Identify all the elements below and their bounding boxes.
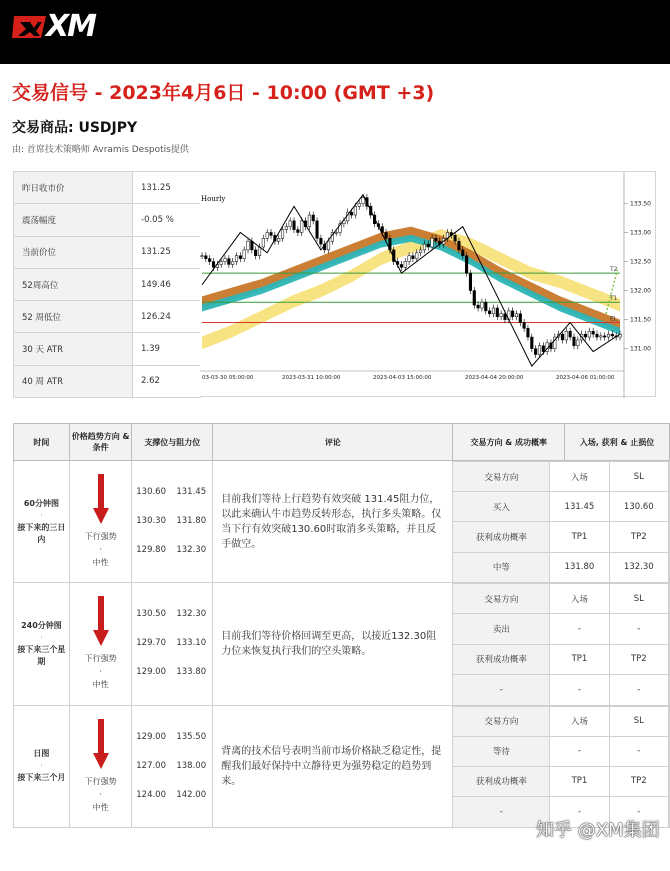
trade-grid-row bbox=[453, 462, 668, 492]
y-tick-label: 133.50 bbox=[630, 200, 651, 208]
trade-grid-value: SL bbox=[609, 462, 668, 492]
author-byline: 由: 首席技术策略师 Avramis Despotis提供 bbox=[12, 145, 189, 155]
candle-body bbox=[266, 232, 269, 238]
level-pair bbox=[132, 478, 212, 507]
candle-body bbox=[542, 346, 545, 352]
trade-grid bbox=[453, 583, 669, 704]
stats-table bbox=[13, 171, 201, 398]
candle-body bbox=[400, 264, 403, 267]
trade-grid-row bbox=[453, 644, 668, 674]
separator-dot: · bbox=[40, 632, 43, 642]
candle-body bbox=[293, 221, 296, 230]
chart-title-label: Hourly bbox=[201, 195, 226, 203]
separator-dot: · bbox=[40, 510, 43, 520]
candle-body bbox=[423, 244, 426, 250]
trade-grid-value: 131.80 bbox=[550, 552, 609, 582]
candle-body bbox=[454, 235, 457, 241]
support-level: 130.50 bbox=[136, 609, 166, 620]
signals-header-cell: 入场, 获利 & 止损位 bbox=[565, 424, 670, 461]
condition-label: 中性 bbox=[92, 802, 109, 812]
stat-label: 震荡幅度 bbox=[14, 204, 133, 236]
trade-grid-value: - bbox=[609, 674, 668, 704]
stats-row bbox=[14, 236, 201, 268]
trade-grid-value: 交易方向 bbox=[453, 584, 549, 614]
candle-body bbox=[412, 256, 415, 259]
y-tick-label: 133.00 bbox=[630, 229, 651, 237]
separator-dot: · bbox=[99, 789, 102, 799]
trade-grid-value: 入场 bbox=[550, 706, 609, 736]
trend-cell bbox=[69, 583, 132, 705]
timeframe-label: 240分钟图 bbox=[21, 620, 62, 630]
trade-grid-value: 130.60 bbox=[609, 492, 668, 522]
candle-body bbox=[523, 323, 526, 329]
candle-body bbox=[577, 340, 580, 346]
trade-grid-value: 买入 bbox=[453, 492, 549, 522]
candle-body bbox=[220, 262, 223, 265]
candle-body bbox=[201, 256, 204, 257]
candle-body bbox=[205, 256, 208, 259]
trade-grid-row bbox=[453, 522, 668, 552]
signals-header-cell: 评论 bbox=[213, 424, 453, 461]
horizon-label: 接下来三个星期 bbox=[17, 644, 66, 666]
candle-body bbox=[461, 250, 464, 256]
trend-label: 下行强势 bbox=[84, 776, 117, 786]
candle-body bbox=[419, 250, 422, 253]
trade-grid-row bbox=[453, 706, 668, 736]
candle-body bbox=[362, 198, 365, 204]
candle-body bbox=[285, 227, 288, 230]
candle-body bbox=[561, 334, 564, 340]
y-tick-label: 131.00 bbox=[630, 345, 651, 353]
y-tick-label: 132.50 bbox=[630, 258, 651, 266]
candle-body bbox=[603, 336, 606, 337]
trade-grid-value: TP1 bbox=[550, 522, 609, 552]
candle-body bbox=[235, 256, 238, 262]
candle-body bbox=[569, 331, 572, 337]
candle-body bbox=[208, 259, 211, 262]
level-pair bbox=[132, 658, 212, 687]
level-pair bbox=[132, 723, 212, 752]
stats-row bbox=[14, 268, 201, 300]
candle-body bbox=[316, 221, 319, 238]
resistance-level: 135.50 bbox=[176, 731, 207, 742]
stats-row bbox=[14, 365, 201, 397]
trade-grid-value: TP2 bbox=[609, 644, 668, 674]
signal-row bbox=[14, 583, 670, 705]
trend-cell bbox=[69, 461, 132, 583]
stat-label: 52周高位 bbox=[14, 268, 133, 300]
trade-grid-value: 获利成功概率 bbox=[453, 644, 549, 674]
stat-value: 149.46 bbox=[133, 268, 201, 300]
trade-grid-value: SL bbox=[609, 706, 668, 736]
candle-body bbox=[607, 334, 610, 337]
signal-row bbox=[14, 705, 670, 827]
comment-cell: 目前我们等待价格回调至更高，以接近132.30阻力位来恢复执行我们的空头策略。 bbox=[213, 583, 453, 705]
level-pair bbox=[132, 536, 212, 565]
candle-body bbox=[289, 221, 292, 227]
resistance-level: 131.45 bbox=[176, 487, 207, 498]
trade-grid-row bbox=[453, 614, 668, 644]
stat-label: 昨日收市价 bbox=[14, 172, 133, 204]
candle-body bbox=[488, 311, 491, 314]
candle-body bbox=[596, 334, 599, 337]
support-level: 130.30 bbox=[136, 516, 166, 527]
trade-grid-value: 入场 bbox=[550, 462, 609, 492]
candle-body bbox=[404, 262, 407, 268]
level-line-label: EL bbox=[610, 315, 618, 323]
candle-body bbox=[515, 314, 518, 317]
candle-body bbox=[212, 262, 215, 268]
candle-body bbox=[484, 302, 487, 311]
resistance-level: 131.80 bbox=[176, 516, 207, 527]
signals-header-cell: 交易方向 & 成功概率 bbox=[453, 424, 565, 461]
down-arrow-icon bbox=[93, 474, 109, 524]
candle-body bbox=[481, 302, 484, 308]
candle-body bbox=[262, 238, 265, 247]
candle-body bbox=[500, 314, 503, 317]
level-pair bbox=[132, 752, 212, 781]
candle-body bbox=[297, 230, 300, 233]
candle-body bbox=[224, 259, 227, 262]
stat-value: 126.24 bbox=[133, 301, 201, 333]
zhihu-watermark: 知乎 @XM集团 bbox=[536, 820, 660, 841]
trade-grid-value: 交易方向 bbox=[453, 462, 549, 492]
trade-grid-value: 等待 bbox=[453, 736, 549, 766]
candle-body bbox=[408, 256, 411, 262]
condition-label: 中性 bbox=[92, 680, 109, 690]
trade-grid-value: TP1 bbox=[550, 766, 609, 796]
page-title: 交易信号 - 2023年4月6日 - 10:00 (GMT +3) bbox=[12, 82, 435, 104]
candle-body bbox=[228, 259, 231, 265]
separator-dot: · bbox=[99, 667, 102, 677]
instrument-title: 交易商品: USDJPY bbox=[12, 120, 138, 136]
candle-body bbox=[588, 331, 591, 337]
condition-label: 中性 bbox=[92, 558, 109, 568]
candle-body bbox=[511, 311, 514, 317]
timeframe-cell bbox=[14, 461, 70, 583]
trade-grid bbox=[453, 706, 669, 827]
trade-grid-value: - bbox=[550, 797, 609, 827]
candle-body bbox=[477, 305, 480, 308]
y-tick-label: 131.50 bbox=[630, 316, 651, 324]
trade-grid-value: 获利成功概率 bbox=[453, 522, 549, 552]
trade-grid-value: - bbox=[550, 674, 609, 704]
candle-body bbox=[465, 256, 468, 273]
candle-body bbox=[431, 238, 434, 247]
candle-body bbox=[469, 273, 472, 290]
candle-body bbox=[584, 334, 587, 337]
stat-value: 1.39 bbox=[133, 333, 201, 365]
trade-grid-row bbox=[453, 766, 668, 796]
stat-label: 52 周低位 bbox=[14, 301, 133, 333]
separator-dot: · bbox=[40, 761, 43, 771]
trade-grid-value: 中等 bbox=[453, 552, 549, 582]
candle-body bbox=[277, 238, 280, 241]
trade-grid-value: - bbox=[453, 674, 549, 704]
trade-grid-value: - bbox=[609, 614, 668, 644]
candle-body bbox=[281, 230, 284, 239]
trade-grid-value: 交易方向 bbox=[453, 706, 549, 736]
candle-body bbox=[327, 241, 330, 250]
trade-grid-row bbox=[453, 492, 668, 522]
comment-cell: 目前我们等待上行趋势有效突破 131.45阻力位，以此来确认牛市趋势反转形态，执行多头策略。仅当下行有效突破130.60时取消多头策略，并且反手做空。 bbox=[213, 461, 453, 583]
trade-grid-value: - bbox=[550, 736, 609, 766]
trade-grid-row bbox=[453, 674, 668, 704]
timeframe-label: 60分钟图 bbox=[23, 498, 59, 508]
candle-body bbox=[611, 334, 614, 336]
trend-label: 下行强势 bbox=[84, 532, 117, 542]
candle-body bbox=[350, 212, 353, 215]
candle-body bbox=[247, 241, 250, 250]
trade-grid-value: SL bbox=[609, 584, 668, 614]
support-level: 127.00 bbox=[136, 760, 166, 771]
candle-body bbox=[496, 308, 499, 317]
candle-body bbox=[473, 291, 476, 306]
candle-body bbox=[335, 232, 338, 233]
trade-grid bbox=[453, 461, 669, 582]
candle-body bbox=[534, 349, 537, 355]
hourly-price-chart bbox=[200, 172, 656, 398]
level-pair bbox=[132, 507, 212, 536]
support-level: 124.00 bbox=[136, 789, 166, 800]
stat-value: 2.62 bbox=[133, 365, 201, 397]
resistance-level: 133.10 bbox=[176, 638, 207, 649]
trade-grid-value: TP2 bbox=[609, 522, 668, 552]
candle-body bbox=[270, 232, 273, 235]
trade-grid-value: TP2 bbox=[609, 766, 668, 796]
signals-header-cell: 价格趋势方向 & 条件 bbox=[69, 424, 132, 461]
trade-grid-value: - bbox=[453, 797, 549, 827]
stats-row bbox=[14, 333, 201, 365]
candle-body bbox=[527, 328, 530, 337]
level-line-label: T2 bbox=[610, 266, 618, 274]
candle-body bbox=[358, 203, 361, 206]
candle-body bbox=[530, 337, 533, 349]
horizon-label: 接下来的三日内 bbox=[17, 522, 66, 544]
level-line-label: T1 bbox=[610, 295, 618, 303]
resistance-level: 133.80 bbox=[176, 667, 207, 678]
stat-value: 131.25 bbox=[133, 236, 201, 268]
trade-grid-value: - bbox=[609, 797, 668, 827]
support-level: 130.60 bbox=[136, 487, 166, 498]
stat-value: -0.05 % bbox=[133, 204, 201, 236]
horizon-label: 接下来三个月 bbox=[17, 773, 66, 783]
level-pair bbox=[132, 781, 212, 810]
resistance-level: 132.30 bbox=[176, 545, 207, 556]
levels-cell bbox=[132, 705, 213, 827]
trade-grid-value: - bbox=[550, 614, 609, 644]
trade-grid-row bbox=[453, 552, 668, 582]
x-tick-label: 2023-03-31 10:00:00 bbox=[282, 375, 341, 381]
candle-body bbox=[239, 256, 242, 259]
candle-body bbox=[415, 253, 418, 259]
trade-grid-row bbox=[453, 736, 668, 766]
timeframe-label: 日图 bbox=[33, 749, 50, 759]
timeframe-cell bbox=[14, 705, 70, 827]
candle-body bbox=[320, 238, 323, 244]
stats-row bbox=[14, 301, 201, 333]
level-pair bbox=[132, 600, 212, 629]
candle-body bbox=[519, 314, 522, 323]
candle-body bbox=[427, 244, 430, 247]
x-tick-label: 2023-04-06 01:00:00 bbox=[556, 375, 615, 381]
levels-cell bbox=[132, 583, 213, 705]
trade-grid-value: 卖出 bbox=[453, 614, 549, 644]
trade-grid-value: 获利成功概率 bbox=[453, 766, 549, 796]
candle-body bbox=[435, 238, 438, 241]
levels-cell bbox=[132, 461, 213, 583]
candle-body bbox=[492, 308, 495, 314]
stat-label: 当前价位 bbox=[14, 236, 133, 268]
stats-row bbox=[14, 204, 201, 236]
candle-body bbox=[573, 337, 576, 346]
chart-panel bbox=[200, 171, 656, 397]
candle-body bbox=[300, 221, 303, 233]
support-level: 129.80 bbox=[136, 545, 166, 556]
candle-body bbox=[458, 241, 461, 250]
resistance-level: 142.00 bbox=[176, 789, 207, 800]
support-level: 129.70 bbox=[136, 638, 166, 649]
candle-body bbox=[385, 232, 388, 238]
stat-label: 40 周 ATR bbox=[14, 365, 133, 397]
candle-body bbox=[312, 215, 315, 221]
level-pair bbox=[132, 629, 212, 658]
trend-cell bbox=[69, 705, 132, 827]
trade-grid-value: - bbox=[609, 736, 668, 766]
stats-row bbox=[14, 172, 201, 204]
timeframe-cell bbox=[14, 583, 70, 705]
down-arrow-icon bbox=[93, 719, 109, 769]
signals-table bbox=[13, 423, 670, 828]
candle-body bbox=[243, 250, 246, 259]
top-banner bbox=[0, 0, 670, 64]
candle-body bbox=[538, 346, 541, 355]
signals-header-cell: 支撑位与阻力位 bbox=[132, 424, 213, 461]
support-level: 129.00 bbox=[136, 667, 166, 678]
x-tick-label: 2023-04-04 20:00:00 bbox=[465, 375, 524, 381]
trade-grid-value: 131.45 bbox=[550, 492, 609, 522]
brand-logo-text: XM bbox=[46, 9, 95, 44]
support-level: 129.00 bbox=[136, 731, 166, 742]
separator-dot: · bbox=[99, 545, 102, 555]
candle-body bbox=[565, 331, 568, 340]
x-tick-label: 03-03-30 05:00:00 bbox=[202, 375, 254, 381]
y-tick-label: 132.00 bbox=[630, 287, 651, 295]
down-arrow-icon bbox=[93, 596, 109, 646]
trade-grid-cell bbox=[453, 583, 670, 705]
signal-row bbox=[14, 461, 670, 583]
resistance-level: 132.30 bbox=[176, 609, 207, 620]
candle-body bbox=[254, 250, 257, 256]
trade-grid-row bbox=[453, 584, 668, 614]
candle-body bbox=[231, 262, 234, 265]
comment-cell: 背离的技术信号表明当前市场价格缺乏稳定性，提醒我们最好保持中立静待更为强势稳定的趋势到来。 bbox=[213, 705, 453, 827]
x-tick-label: 2023-04-03 15:00:00 bbox=[373, 375, 432, 381]
candle-body bbox=[354, 206, 357, 215]
stat-value: 131.25 bbox=[133, 172, 201, 204]
resistance-level: 138.00 bbox=[176, 760, 207, 771]
candle-body bbox=[308, 215, 311, 227]
trade-grid-value: 132.30 bbox=[609, 552, 668, 582]
trade-grid-cell bbox=[453, 705, 670, 827]
trade-grid-cell bbox=[453, 461, 670, 583]
stat-label: 30 天 ATR bbox=[14, 333, 133, 365]
candle-body bbox=[592, 331, 595, 334]
candle-body bbox=[600, 336, 603, 337]
trend-label: 下行强势 bbox=[84, 654, 117, 664]
trade-grid-value: TP1 bbox=[550, 644, 609, 674]
trade-grid-value: 入场 bbox=[550, 584, 609, 614]
signals-header-cell: 时间 bbox=[14, 424, 70, 461]
